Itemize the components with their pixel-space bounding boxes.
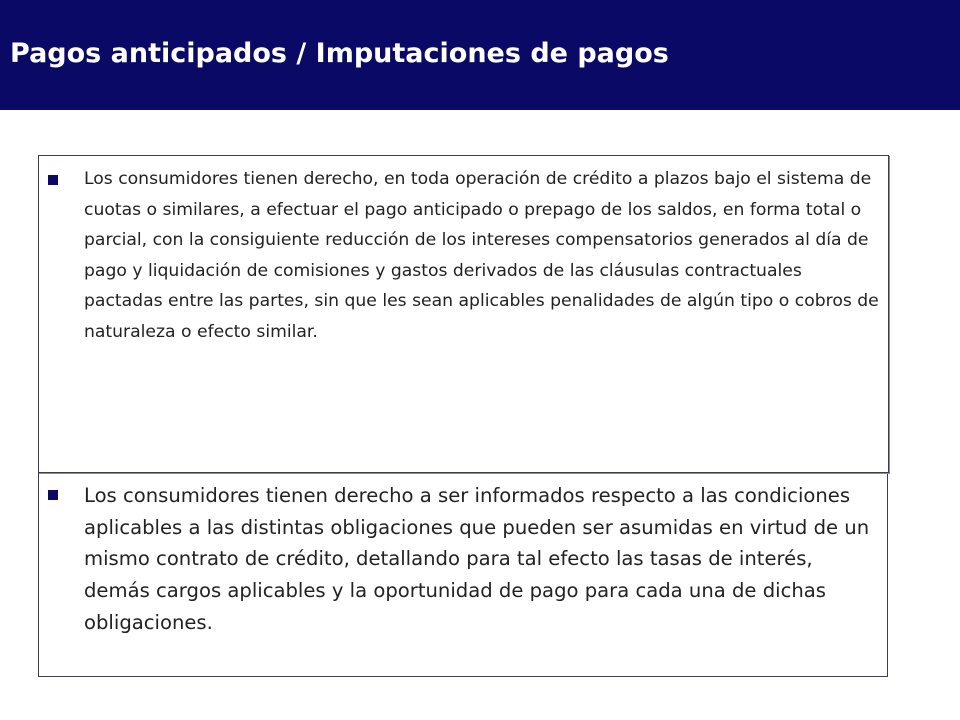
square-bullet-icon <box>48 490 58 500</box>
square-bullet-icon <box>48 175 58 185</box>
content-box-2 <box>38 440 888 677</box>
title-bar <box>0 0 960 110</box>
slide-title: Pagos anticipados / Imputaciones de pagos <box>10 38 669 69</box>
bullet-text-1: Los consumidores tienen derecho, en toda operación de crédito a plazos bajo el sistema de cuotas o similares, a efectuar el pago anticipado o prepago de los saldos, en forma total o parcial, con la consiguiente reducción de los intereses compensatorios generados al día de pago y liquidación de comisiones y gastos derivados de las cláusulas contractuales pactadas entre las partes, sin que les sean aplicables penalidades de algún tipo o cobros de naturaleza o efecto similar. <box>84 169 879 342</box>
content-box-1 <box>38 155 889 473</box>
bullet-text-2: Los consumidores tienen derecho a ser informados respecto a las condiciones aplicables a las distintas obligaciones que pueden ser asumidas en virtud de un mismo contrato de crédito, detallando para tal efecto las tasas de interés, demás cargos aplicables y la oportunidad de pago para cada una de dichas obligaciones. <box>84 484 870 634</box>
